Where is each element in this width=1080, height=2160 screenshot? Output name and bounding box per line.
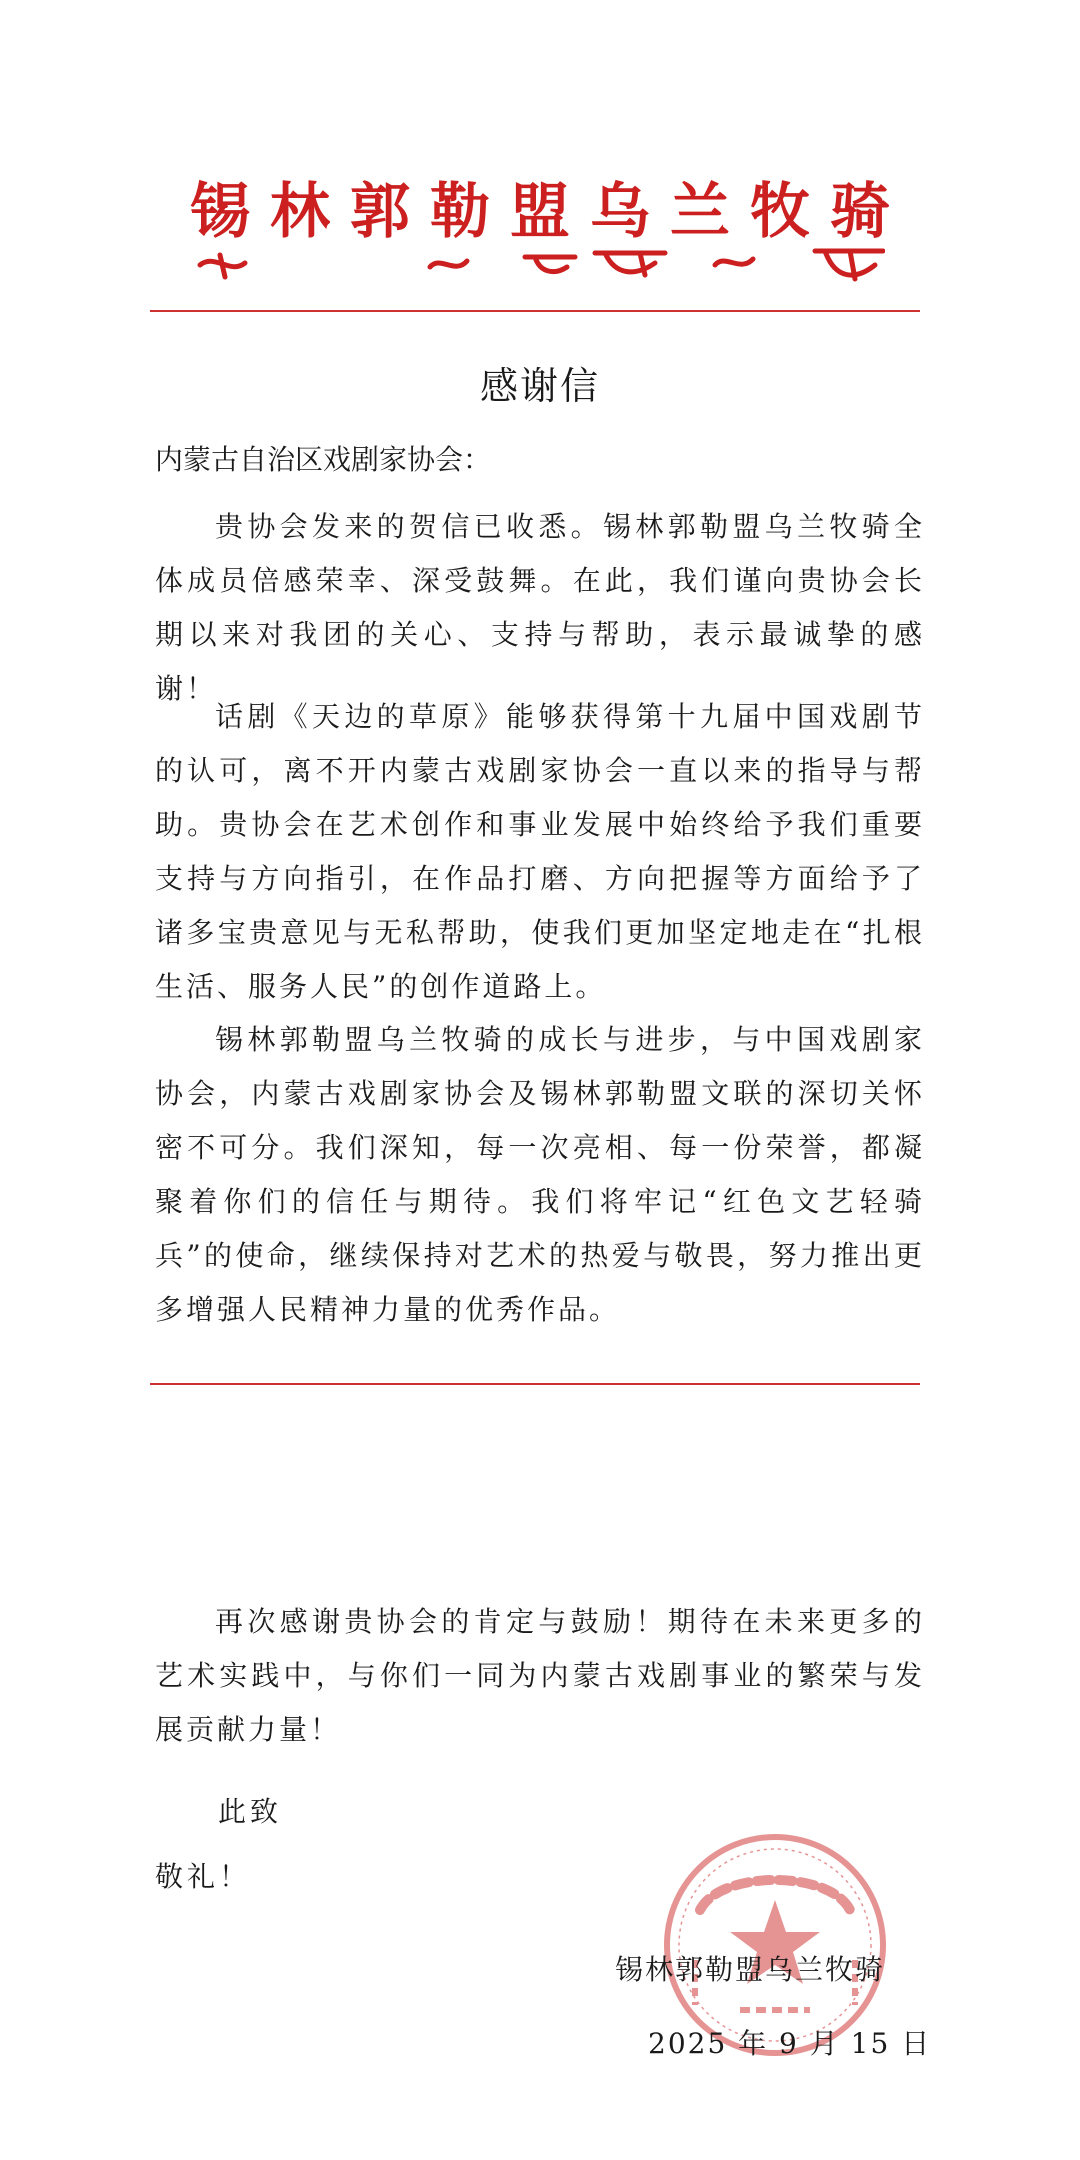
letterhead-char: 林 <box>270 177 330 247</box>
letter-title: 感谢信 <box>479 364 600 408</box>
closing-cizhi: 此致 <box>218 1795 283 1828</box>
letterhead-char: 锡 <box>190 177 250 247</box>
letterhead-char: 牧 <box>750 177 810 247</box>
page-divider <box>150 1383 920 1385</box>
paragraph-2: 话剧《天边的草原》能够获得第十九届中国戏剧节的认可，离不开内蒙古戏剧家协会一直以来的指导与帮助。贵协会在艺术创作和事业发展中始终给予我们重要支持与方向指引，在作品打磨、方向把握等方面给予了诸多宝贵意见与无私帮助，使我们更加坚定地走在“扎根生活、服务人民”的创作道路上。 <box>155 700 925 1003</box>
letterhead-mongolian-script <box>195 245 885 285</box>
paragraph-1: 贵协会发来的贺信已收悉。锡林郭勒盟乌兰牧骑全体成员倍感荣幸、深受鼓舞。在此，我们谨向贵协会长期以来对我团的关心、支持与帮助，表示最诚挚的感谢！ <box>155 510 925 705</box>
paragraph-3: 锡林郭勒盟乌兰牧骑的成长与进步，与中国戏剧家协会，内蒙古戏剧家协会及锡林郭勒盟文联的深切关怀密不可分。我们深知，每一次亮相、每一份荣誉，都凝聚着你们的信任与期待。我们将牢记“红色文艺轻骑兵”的使命，继续保持对艺术的热爱与敬畏，努力推出更多增强人民精神力量的优秀作品。 <box>155 1023 925 1326</box>
letterhead-char: 兰 <box>670 177 730 247</box>
letterhead-char: 郭 <box>350 177 410 247</box>
closing-jingli: 敬礼！ <box>155 1860 252 1893</box>
letterhead-char: 乌 <box>590 177 650 247</box>
letterhead-divider <box>150 310 920 312</box>
signature-date: 2025 年 9 月 15 日 <box>648 2027 932 2060</box>
letterhead-org-name <box>190 168 890 246</box>
signature-organization: 锡林郭勒盟乌兰牧骑 <box>615 1953 886 1986</box>
mongolian-script-graphic <box>195 245 885 285</box>
letterhead-char: 盟 <box>510 177 570 247</box>
paragraph-4: 再次感谢贵协会的肯定与鼓励！期待在未来更多的艺术实践中，与你们一同为内蒙古戏剧事业的繁荣与发展贡献力量！ <box>155 1605 925 1746</box>
letterhead-char: 骑 <box>830 177 890 247</box>
letterhead-char: 勒 <box>430 177 490 247</box>
salutation: 内蒙古自治区戏剧家协会： <box>155 443 492 476</box>
